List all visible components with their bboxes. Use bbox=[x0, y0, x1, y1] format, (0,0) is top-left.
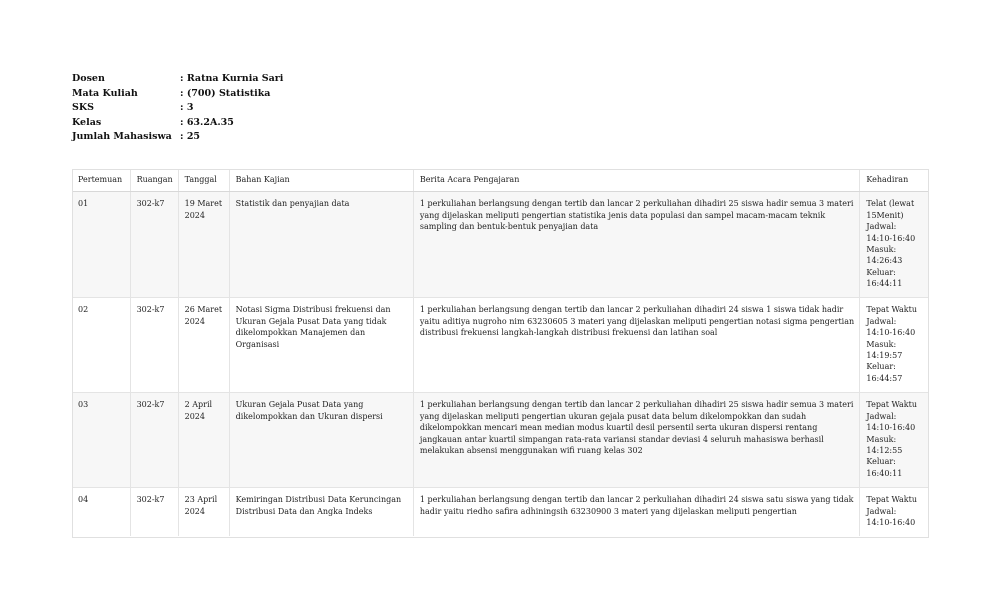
cell-ruangan: 302-k7 bbox=[130, 393, 178, 488]
info-row-kelas bbox=[72, 116, 283, 131]
header-kehadiran: Kehadiran bbox=[860, 169, 928, 192]
cell-kehadiran bbox=[860, 192, 928, 298]
table-header-row bbox=[72, 169, 928, 192]
info-row-mata-kuliah bbox=[72, 87, 283, 102]
info-label: Kelas bbox=[72, 116, 102, 128]
kehadiran-status: Tepat Waktu bbox=[866, 305, 917, 315]
cell-tanggal: 19 Maret 2024 bbox=[178, 192, 229, 298]
attendance-table bbox=[72, 169, 928, 548]
header-berita-acara: Berita Acara Pengajaran bbox=[413, 169, 860, 192]
kehadiran-jadwal-value: 14:10-16:40 bbox=[866, 423, 916, 433]
info-label: SKS bbox=[72, 102, 94, 113]
kehadiran-keluar-value: 16:44:11 bbox=[866, 279, 903, 289]
kehadiran-masuk-value: 14:19:57 bbox=[866, 351, 903, 361]
cell-tanggal: 26 Maret 2024 bbox=[178, 298, 229, 393]
info-value: : 3 bbox=[180, 102, 194, 113]
info-value: : Ratna Kurnia Sari bbox=[180, 73, 284, 84]
kehadiran-jadwal-label: Jadwal: bbox=[866, 316, 897, 326]
kehadiran-keluar-value: 16:44:57 bbox=[866, 373, 903, 383]
kehadiran-keluar-label: Keluar: bbox=[866, 267, 896, 277]
cell-ruangan: 302-k7 bbox=[130, 298, 178, 393]
kehadiran-masuk-value: 14:12:55 bbox=[866, 446, 903, 456]
cell-berita-acara: 1 perkuliahan berlangsung dengan tertib dan lancar 2 perkuliahan dihadiri 24 siswa satu siswa yang tidak hadir yaitu riedho safira adhiningsih 63230900 3 materi yang dijelaskan meliputi pengertian bbox=[413, 488, 860, 548]
table-row bbox=[72, 192, 928, 298]
info-value: : 63.2A.35 bbox=[180, 116, 234, 128]
kehadiran-masuk-label: Masuk: bbox=[866, 245, 897, 255]
cell-pertemuan: 01 bbox=[72, 192, 130, 298]
kehadiran-jadwal-value: 14:10-16:40 bbox=[866, 233, 916, 243]
header-tanggal: Tanggal bbox=[178, 169, 229, 192]
kehadiran-jadwal-value: 14:10-16:40 bbox=[866, 518, 916, 528]
cell-pertemuan: 03 bbox=[72, 393, 130, 488]
info-row-jumlah-mahasiswa bbox=[72, 130, 283, 145]
kehadiran-jadwal-label: Jadwal: bbox=[866, 222, 897, 232]
info-value: : 25 bbox=[180, 131, 201, 142]
cell-kehadiran bbox=[860, 393, 928, 488]
cell-bahan-kajian: Statistik dan penyajian data bbox=[229, 192, 413, 298]
cell-berita-acara: 1 perkuliahan berlangsung dengan tertib dan lancar 2 perkuliahan dihadiri 24 siswa 1 siswa tidak hadir yaitu aditiya nugroho nim 63230605 3 materi yang dijelaskan meliputi pengertian notasi sigma pengertian distribusi frekuensi langkah-langkah distribusi frekuensi dan latihan soal bbox=[413, 298, 860, 393]
kehadiran-keluar-label: Keluar: bbox=[866, 362, 896, 372]
cell-ruangan: 302-k7 bbox=[130, 192, 178, 298]
table-row bbox=[72, 298, 928, 393]
cell-tanggal: 2 April 2024 bbox=[178, 393, 229, 488]
table-row bbox=[72, 393, 928, 488]
cell-berita-acara: 1 perkuliahan berlangsung dengan tertib dan lancar 2 perkuliahan dihadiri 25 siswa hadir semua 3 materi yang dijelaskan meliputi pengertian ukuran gejala pusat data belum dikelompokkan dan sudah dikelompokkan mencari mean median modus kuartil desil persentil serta ukuran dispersi rentang jangkauan antar kuartil simpangan rata-rata variansi standar deviasi 4 seluruh mahasiswa berhasil melakukan absensi menggunakan wifi ruang kelas 302 bbox=[413, 393, 860, 488]
info-row-sks bbox=[72, 101, 283, 116]
info-label: Jumlah Mahasiswa bbox=[72, 131, 172, 142]
kehadiran-status: Telat (lewat 15Menit) bbox=[866, 199, 915, 220]
cell-ruangan: 302-k7 bbox=[130, 488, 178, 548]
kehadiran-jadwal-value: 14:10-16:40 bbox=[866, 328, 916, 338]
kehadiran-masuk-label: Masuk: bbox=[866, 339, 897, 349]
kehadiran-status: Tepat Waktu bbox=[866, 400, 917, 410]
header-bahan-kajian: Bahan Kajian bbox=[229, 169, 413, 192]
kehadiran-jadwal-label: Jadwal: bbox=[866, 411, 897, 421]
cell-bahan-kajian: Notasi Sigma Distribusi frekuensi dan Ukuran Gejala Pusat Data yang tidak dikelompokkan Manajemen dan Organisasi bbox=[229, 298, 413, 393]
info-row-dosen bbox=[72, 72, 283, 87]
page-bottom-margin bbox=[72, 536, 932, 616]
kehadiran-jadwal-label: Jadwal: bbox=[866, 506, 897, 516]
info-label: Mata Kuliah bbox=[72, 87, 138, 99]
course-info bbox=[72, 72, 283, 145]
info-value: : (700) Statistika bbox=[180, 87, 271, 99]
cell-pertemuan: 02 bbox=[72, 298, 130, 393]
header-pertemuan: Pertemuan bbox=[72, 169, 130, 192]
cell-bahan-kajian: Kemiringan Distribusi Data Keruncingan Distribusi Data dan Angka Indeks bbox=[229, 488, 413, 548]
cell-pertemuan: 04 bbox=[72, 488, 130, 548]
header-ruangan: Ruangan bbox=[130, 169, 178, 192]
cell-bahan-kajian: Ukuran Gejala Pusat Data yang dikelompokkan dan Ukuran dispersi bbox=[229, 393, 413, 488]
cell-kehadiran bbox=[860, 298, 928, 393]
cell-tanggal: 23 April 2024 bbox=[178, 488, 229, 548]
kehadiran-keluar-label: Keluar: bbox=[866, 457, 896, 467]
kehadiran-masuk-label: Masuk: bbox=[866, 434, 897, 444]
kehadiran-status: Tepat Waktu bbox=[866, 495, 917, 505]
info-label: Dosen bbox=[72, 73, 105, 84]
kehadiran-keluar-value: 16:40:11 bbox=[866, 468, 903, 478]
kehadiran-masuk-value: 14:26:43 bbox=[866, 256, 903, 266]
cell-berita-acara: 1 perkuliahan berlangsung dengan tertib dan lancar 2 perkuliahan dihadiri 25 siswa hadir semua 3 materi yang dijelaskan meliputi pengertian statistika jenis data populasi dan sampel macam-macam teknik sampling dan bentuk-bentuk penyajian data bbox=[413, 192, 860, 298]
